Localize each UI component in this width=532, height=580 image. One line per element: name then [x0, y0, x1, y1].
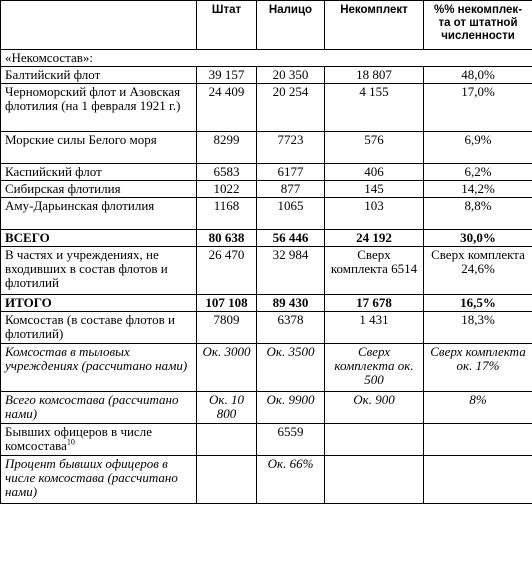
header-label [1, 1, 197, 50]
row-label: Бывших офицеров в числе комсостава$^{10}$ [1, 424, 197, 456]
cell-shtat: 26 470 [197, 247, 257, 295]
header-nekomplekt: Некомплект [325, 1, 424, 50]
cell-nalico: 6177 [257, 164, 325, 181]
cell-percent: 30,0% [424, 230, 532, 247]
cell-nekomplekt: Сверх комплекта 6514 [325, 247, 424, 295]
row-label: ИТОГО [1, 295, 197, 312]
cell-nalico: 7723 [257, 132, 325, 164]
cell-shtat: 1022 [197, 181, 257, 198]
cell-nalico: 20 350 [257, 67, 325, 84]
cell-nalico: Ок. 3500 [257, 344, 325, 392]
table-row [1, 392, 532, 424]
cell-shtat: Ок. 10 800 [197, 392, 257, 424]
cell-percent: 6,2% [424, 164, 532, 181]
cell-shtat: 6583 [197, 164, 257, 181]
table-row [1, 295, 532, 312]
cell-nalico: 56 446 [257, 230, 325, 247]
table-row [1, 230, 532, 247]
cell-percent: Сверх комплекта 24,6% [424, 247, 532, 295]
row-label: Морские силы Белого моря [1, 132, 197, 164]
cell-percent: 16,5% [424, 295, 532, 312]
row-label: В частях и учреждениях, не входивших в состав флотов и флотилий [1, 247, 197, 295]
cell-percent: 8,8% [424, 198, 532, 230]
section-label: «Некомсостав»: [1, 50, 197, 67]
row-label: Аму-Дарьинская флотилия [1, 198, 197, 230]
cell-nekomplekt: 18 807 [325, 67, 424, 84]
cell-nekomplekt: 103 [325, 198, 424, 230]
row-label: Комсостав в тыловых учреждениях (рассчитано нами) [1, 344, 197, 392]
cell-percent [424, 456, 532, 504]
table-row [1, 181, 532, 198]
cell-shtat: 39 157 [197, 67, 257, 84]
cell-nalico: Ок. 66% [257, 456, 325, 504]
cell-nekomplekt: 1 431 [325, 312, 424, 344]
cell-nekomplekt: 4 155 [325, 84, 424, 132]
cell-percent: 8% [424, 392, 532, 424]
header-nalico: Налицо [257, 1, 325, 50]
row-label: Каспийский флот [1, 164, 197, 181]
cell-nekomplekt [325, 424, 424, 456]
cell-nalico: 877 [257, 181, 325, 198]
table-row [1, 84, 532, 132]
cell-nekomplekt: 17 678 [325, 295, 424, 312]
cell-nekomplekt: 406 [325, 164, 424, 181]
cell-nalico: 6378 [257, 312, 325, 344]
row-label: Процент бывших офицеров в числе комсостава (рассчитано нами) [1, 456, 197, 504]
cell-shtat: 1168 [197, 198, 257, 230]
table-row [1, 312, 532, 344]
cell-percent: 48,0% [424, 67, 532, 84]
row-label: Балтийский флот [1, 67, 197, 84]
cell-nekomplekt: Сверх комплекта ок. 500 [325, 344, 424, 392]
cell-shtat [197, 456, 257, 504]
cell-percent: 17,0% [424, 84, 532, 132]
table-row [1, 164, 532, 181]
cell-nekomplekt: 145 [325, 181, 424, 198]
section-spacer [197, 50, 532, 67]
footnote-mark: 10 [66, 437, 75, 447]
cell-nalico: 6559 [257, 424, 325, 456]
cell-percent: 18,3% [424, 312, 532, 344]
row-label: Комсостав (в составе флотов и флотилий) [1, 312, 197, 344]
cell-shtat: 80 638 [197, 230, 257, 247]
cell-nalico: 20 254 [257, 84, 325, 132]
cell-nekomplekt: 24 192 [325, 230, 424, 247]
cell-shtat: 107 108 [197, 295, 257, 312]
table-row [1, 456, 532, 504]
cell-shtat: Ок. 3000 [197, 344, 257, 392]
row-label: ВСЕГО [1, 230, 197, 247]
cell-nalico: 1065 [257, 198, 325, 230]
table-row [1, 198, 532, 230]
cell-shtat: 24 409 [197, 84, 257, 132]
cell-nalico: 89 430 [257, 295, 325, 312]
header-shtat: Штат [197, 1, 257, 50]
cell-percent [424, 424, 532, 456]
cell-shtat: 7809 [197, 312, 257, 344]
row-label: Сибирская флотилия [1, 181, 197, 198]
table-row [1, 247, 532, 295]
cell-percent: 6,9% [424, 132, 532, 164]
cell-nalico: Ок. 9900 [257, 392, 325, 424]
row-label: Всего комсостава (рассчитано нами) [1, 392, 197, 424]
cell-nalico: 32 984 [257, 247, 325, 295]
cell-nekomplekt: 576 [325, 132, 424, 164]
table-row [1, 424, 532, 456]
section-row [1, 50, 532, 67]
header-row [1, 1, 532, 50]
cell-shtat [197, 424, 257, 456]
cell-nekomplekt [325, 456, 424, 504]
row-label: Черноморский флот и Азовская флотилия (на 1 февраля 1921 г.) [1, 84, 197, 132]
table-row [1, 132, 532, 164]
table-row [1, 67, 532, 84]
cell-percent: Сверх комплекта ок. 17% [424, 344, 532, 392]
cell-nekomplekt: Ок. 900 [325, 392, 424, 424]
header-percent: %% некомплек-та от штатной численности [424, 1, 532, 50]
cell-shtat: 8299 [197, 132, 257, 164]
cell-percent: 14,2% [424, 181, 532, 198]
table-row [1, 344, 532, 392]
